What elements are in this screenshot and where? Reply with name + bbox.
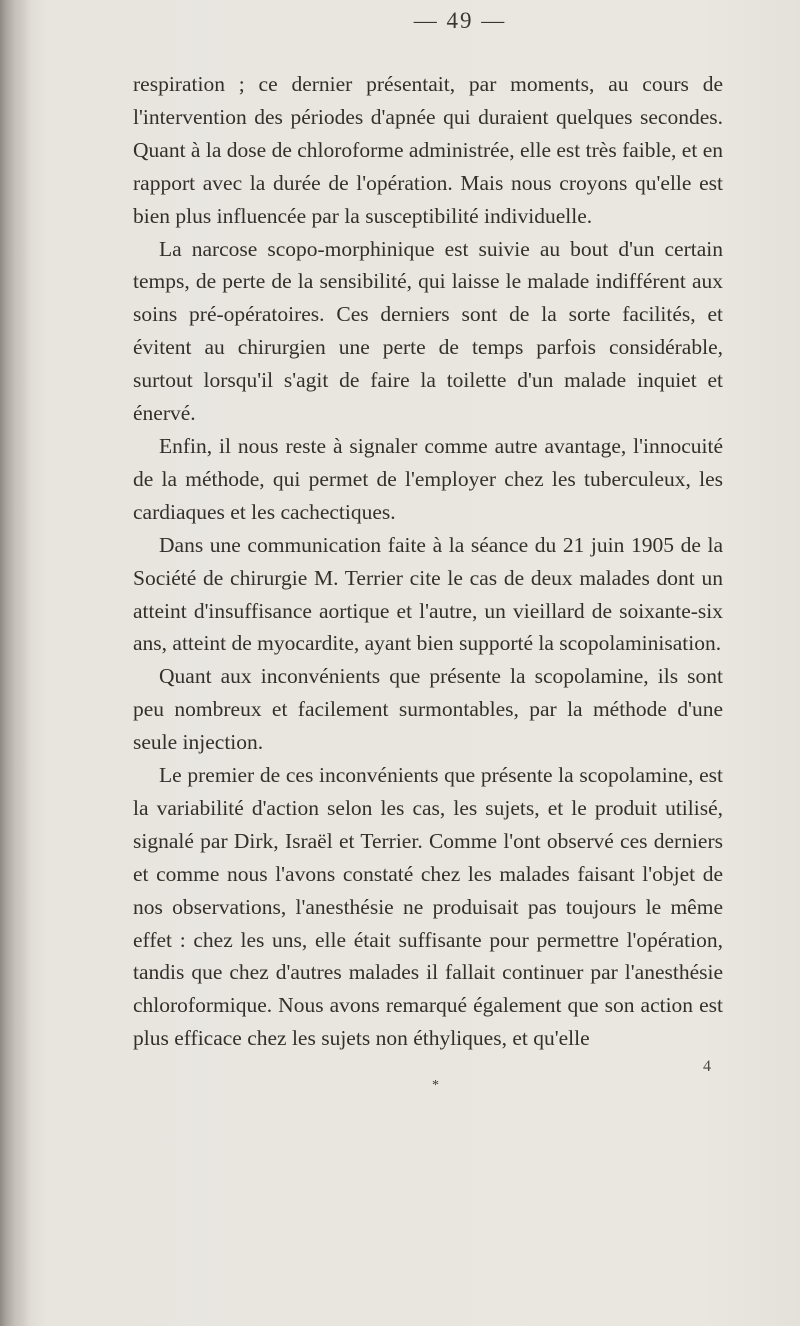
paragraph-2: La narcose scopo-morphinique est suivie au bout d'un certain temps, de perte de la sensibilité, qui laisse le malade indifférent aux soins pré-opératoires. Ces derniers sont de la sorte facilités, et évitent au chirurgien une perte de temps parfois considérable, surtout lorsqu'il s'agit de faire la toilette d'un malade inquiet et énervé. bbox=[133, 236, 723, 426]
paragraph-4: Dans une communication faite à la séance du 21 juin 1905 de la Société de chirurgie M. Terrier cite le cas de deux malades dont un atteint d'insuffisance aortique et l'autre, un vieillard de soixante-six ans, atteint de myocardite, ayant bien supporté la scopolaminisation. bbox=[133, 532, 723, 656]
signature-mark: 4 bbox=[703, 1058, 711, 1075]
stray-ink-mark: * bbox=[432, 1078, 439, 1093]
page-number: — 49 — bbox=[413, 8, 507, 33]
paragraph-5: Quant aux inconvénients que présente la scopolamine, ils sont peu nombreux et facilement surmontables, par la méthode d'une seule injection. bbox=[133, 664, 723, 755]
book-binding-edge bbox=[0, 0, 30, 1326]
paragraph-3: Enfin, il nous reste à signaler comme autre avantage, l'innocuité de la méthode, qui permet de l'employer chez les tuberculeux, les cardiaques et les cachectiques. bbox=[133, 433, 723, 524]
paragraph-1: respiration ; ce dernier présentait, par moments, au cours de l'intervention des périodes d'apnée qui duraient quelques secondes. Quant à la dose de chloroforme administrée, elle est très faible, et en rapport avec la durée de l'opération. Mais nous croyons qu'elle est bien plus influencée par la susceptibilité individuelle. bbox=[133, 72, 723, 228]
paragraph-6: Le premier de ces inconvénients que présente la scopolamine, est la variabilité d'action selon les cas, les sujets, et le produit utilisé, signalé par Dirk, Israël et Terrier. Comme l'ont observé ces derniers et comme nous l'avons constaté chez les malades faisant l'objet de nos observations, l'anesthésie ne produisait pas toujours le même effet : chez les uns, elle était suffisante pour permettre l'opération, tandis que chez d'autres malades il fallait continuer par l'anesthésie chloroformique. Nous avons remarqué également que son action est plus efficace chez les sujets non éthyliques, et qu'elle bbox=[133, 763, 723, 1051]
body-text bbox=[133, 68, 723, 1055]
